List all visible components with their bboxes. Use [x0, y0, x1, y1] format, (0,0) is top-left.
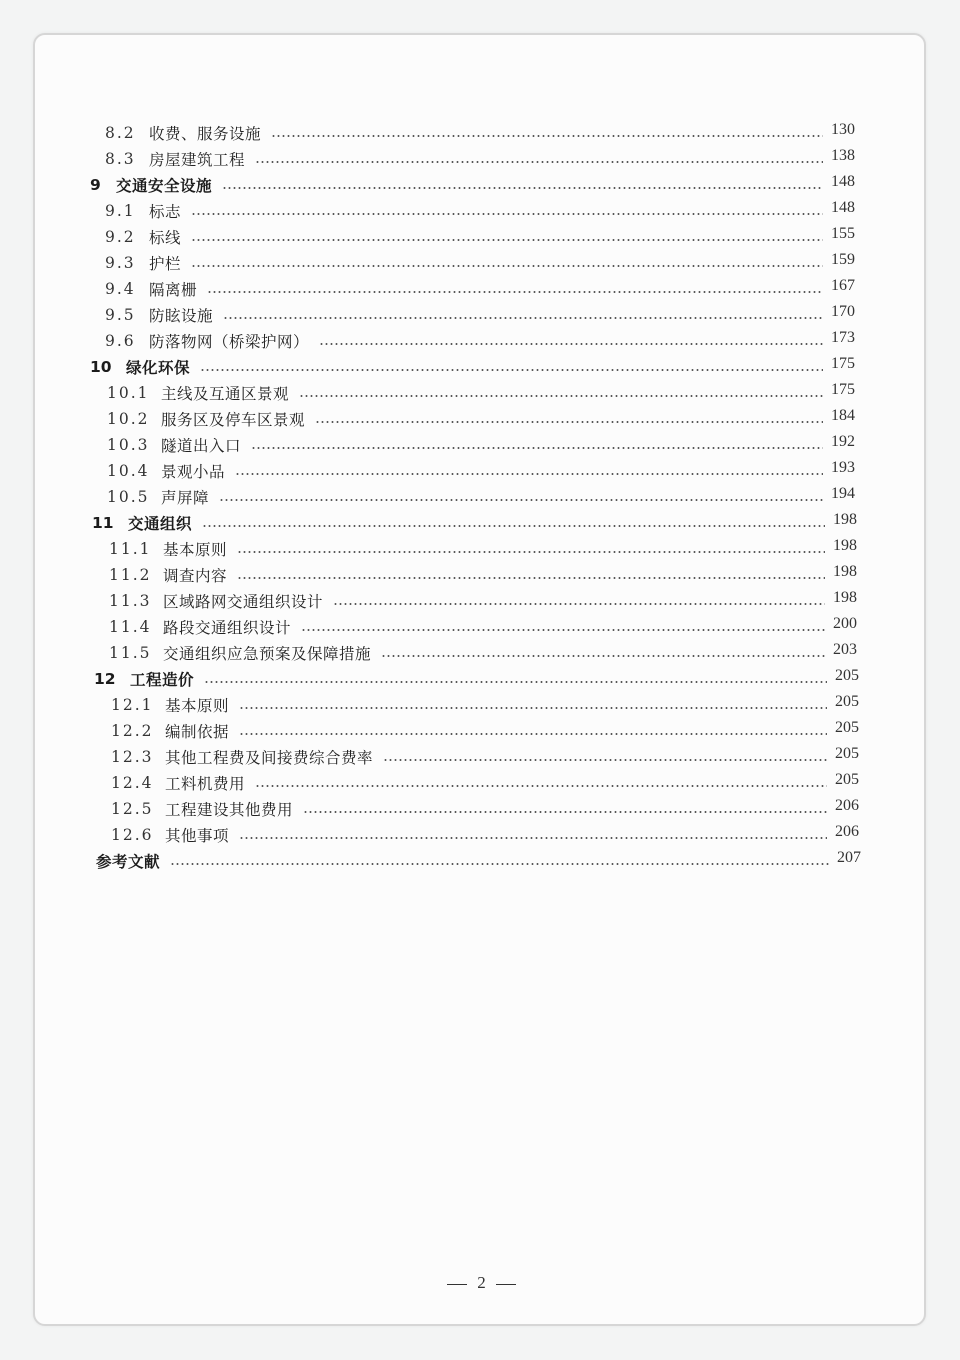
dot-leader [319, 343, 823, 345]
toc-title: 标志 [149, 203, 182, 221]
toc-chapter-10[interactable] [90, 354, 855, 380]
dot-leader [255, 785, 827, 787]
page-number: 2 [477, 1273, 486, 1292]
toc-number: 11.4 [109, 618, 152, 636]
toc-page: 200 [833, 615, 857, 632]
toc-entry-10-2[interactable] [107, 406, 855, 432]
toc-page: 155 [831, 225, 855, 242]
toc-title: 绿化环保 [126, 359, 191, 377]
dot-leader [191, 265, 823, 267]
dot-leader [381, 655, 825, 657]
toc-entry-9-1[interactable] [105, 198, 855, 224]
toc-number: 9.4 [105, 280, 136, 298]
toc-entry-9-6[interactable] [105, 328, 855, 354]
toc-title: 路段交通组织设计 [163, 619, 292, 637]
dot-leader [191, 213, 823, 215]
toc-title: 基本原则 [163, 541, 228, 559]
dot-leader [235, 473, 823, 475]
toc-number: 9.1 [105, 202, 136, 220]
toc-page: 130 [831, 121, 855, 138]
toc-page: 148 [831, 199, 855, 216]
dot-leader [237, 577, 825, 579]
toc-number: 10 [90, 358, 112, 376]
dot-leader [237, 551, 825, 553]
toc-title: 防落物网（桥梁护网） [149, 333, 310, 351]
toc-page: 194 [831, 485, 855, 502]
dot-leader [251, 447, 823, 449]
toc-number: 11.5 [109, 644, 152, 662]
toc-page: 192 [831, 433, 855, 450]
toc-page: 198 [833, 563, 857, 580]
toc-entry-11-5[interactable] [109, 640, 857, 666]
toc-page: 198 [833, 589, 857, 606]
dot-leader [222, 187, 823, 189]
toc-number: 12 [94, 670, 116, 688]
toc-entry-11-3[interactable] [109, 588, 857, 614]
toc-page: 205 [835, 667, 859, 684]
dot-leader [333, 603, 825, 605]
toc-entry-10-5[interactable] [107, 484, 855, 510]
toc-number: 10.2 [107, 410, 150, 428]
dot-leader [207, 291, 823, 293]
page-footer [35, 1273, 928, 1293]
toc-page: 205 [835, 745, 859, 762]
toc-page: 138 [831, 147, 855, 164]
toc-page: 207 [837, 849, 861, 866]
toc-entry-12-1[interactable] [111, 692, 859, 718]
toc-title: 编制依据 [165, 723, 230, 741]
dot-leader [202, 525, 825, 527]
toc-title: 参考文献 [96, 853, 161, 871]
dot-leader [223, 317, 823, 319]
dot-leader [204, 681, 827, 683]
dot-leader [200, 369, 823, 371]
toc-number: 12.4 [111, 774, 154, 792]
toc-entry-9-4[interactable] [105, 276, 855, 302]
toc-number: 12.3 [111, 748, 154, 766]
toc-number: 12.5 [111, 800, 154, 818]
toc-entry-10-3[interactable] [107, 432, 855, 458]
toc-title: 基本原则 [165, 697, 230, 715]
toc-title: 其他事项 [165, 827, 230, 845]
dot-leader [239, 707, 827, 709]
toc-chapter-9[interactable] [90, 172, 855, 198]
toc-number: 10.4 [107, 462, 150, 480]
toc-page: 205 [835, 693, 859, 710]
toc-entry-12-3[interactable] [111, 744, 859, 770]
toc-number: 12.1 [111, 696, 154, 714]
footer-dash-right [496, 1284, 516, 1285]
toc-title: 收费、服务设施 [149, 125, 262, 143]
toc-number: 9 [90, 176, 101, 194]
toc-number: 9.2 [105, 228, 136, 246]
toc-title: 主线及互通区景观 [161, 385, 290, 403]
toc-title: 护栏 [149, 255, 182, 273]
toc-title: 工程建设其他费用 [165, 801, 294, 819]
toc-number: 8.2 [105, 124, 136, 142]
toc-title: 隧道出入口 [161, 437, 242, 455]
toc-title: 交通组织应急预案及保障措施 [163, 645, 372, 663]
toc-title: 防眩设施 [149, 307, 214, 325]
dot-leader [239, 837, 827, 839]
toc-entry-9-5[interactable] [105, 302, 855, 328]
toc-page: 175 [831, 355, 855, 372]
document-page [33, 33, 926, 1326]
toc-entry-8-2[interactable] [105, 120, 855, 146]
toc-page: 148 [831, 173, 855, 190]
toc-number: 11.2 [109, 566, 152, 584]
toc-page: 170 [831, 303, 855, 320]
toc-chapter-12[interactable] [94, 666, 859, 692]
toc-title: 交通组织 [128, 515, 193, 533]
toc-number: 9.3 [105, 254, 136, 272]
dot-leader [299, 395, 823, 397]
dot-leader [315, 421, 823, 423]
toc-entry-12-6[interactable] [111, 822, 859, 848]
toc-page: 205 [835, 771, 859, 788]
toc-title: 工料机费用 [165, 775, 246, 793]
toc-page: 159 [831, 251, 855, 268]
toc-entry-11-1[interactable] [109, 536, 857, 562]
toc-title: 交通安全设施 [116, 177, 213, 195]
toc-entry-9-2[interactable] [105, 224, 855, 250]
toc-number: 8.3 [105, 150, 136, 168]
toc-number: 11.3 [109, 592, 152, 610]
toc-number: 12.6 [111, 826, 154, 844]
toc-entry-references[interactable] [96, 848, 861, 874]
toc-chapter-11[interactable] [92, 510, 857, 536]
toc-title: 标线 [149, 229, 182, 247]
toc-page: 198 [833, 537, 857, 554]
toc-title: 区域路网交通组织设计 [163, 593, 324, 611]
toc-page: 206 [835, 823, 859, 840]
toc-page: 198 [833, 511, 857, 528]
toc-number: 9.6 [105, 332, 136, 350]
toc-title: 隔离栅 [149, 281, 198, 299]
dot-leader [255, 161, 823, 163]
dot-leader [191, 239, 823, 241]
toc-number: 11 [92, 514, 114, 532]
toc-entry-11-4[interactable] [109, 614, 857, 640]
toc-title: 房屋建筑工程 [149, 151, 246, 169]
toc-title: 服务区及停车区景观 [161, 411, 306, 429]
toc-page: 193 [831, 459, 855, 476]
toc-page: 167 [831, 277, 855, 294]
toc-page: 205 [835, 719, 859, 736]
dot-leader [271, 135, 823, 137]
toc-title: 工程造价 [130, 671, 195, 689]
toc-number: 11.1 [109, 540, 152, 558]
dot-leader [239, 733, 827, 735]
toc-page: 203 [833, 641, 857, 658]
dot-leader [219, 499, 823, 501]
toc-entry-10-4[interactable] [107, 458, 855, 484]
toc-number: 10.5 [107, 488, 150, 506]
toc-title: 调查内容 [163, 567, 228, 585]
toc-entry-12-4[interactable] [111, 770, 859, 796]
toc-title: 其他工程费及间接费综合费率 [165, 749, 374, 767]
toc-page: 173 [831, 329, 855, 346]
toc-entry-10-1[interactable] [107, 380, 855, 406]
footer-dash-left [447, 1284, 467, 1285]
toc-page: 184 [831, 407, 855, 424]
toc-page: 206 [835, 797, 859, 814]
toc-number: 9.5 [105, 306, 136, 324]
toc-entry-8-3[interactable] [105, 146, 855, 172]
toc-entry-11-2[interactable] [109, 562, 857, 588]
toc-number: 12.2 [111, 722, 154, 740]
dot-leader [170, 863, 829, 865]
dot-leader [303, 811, 827, 813]
toc-title: 声屏障 [161, 489, 210, 507]
toc-entry-12-5[interactable] [111, 796, 859, 822]
toc-entry-9-3[interactable] [105, 250, 855, 276]
toc-number: 10.1 [107, 384, 150, 402]
dot-leader [301, 629, 825, 631]
toc-title: 景观小品 [161, 463, 226, 481]
toc-page: 175 [831, 381, 855, 398]
toc-number: 10.3 [107, 436, 150, 454]
dot-leader [383, 759, 827, 761]
toc-entry-12-2[interactable] [111, 718, 859, 744]
